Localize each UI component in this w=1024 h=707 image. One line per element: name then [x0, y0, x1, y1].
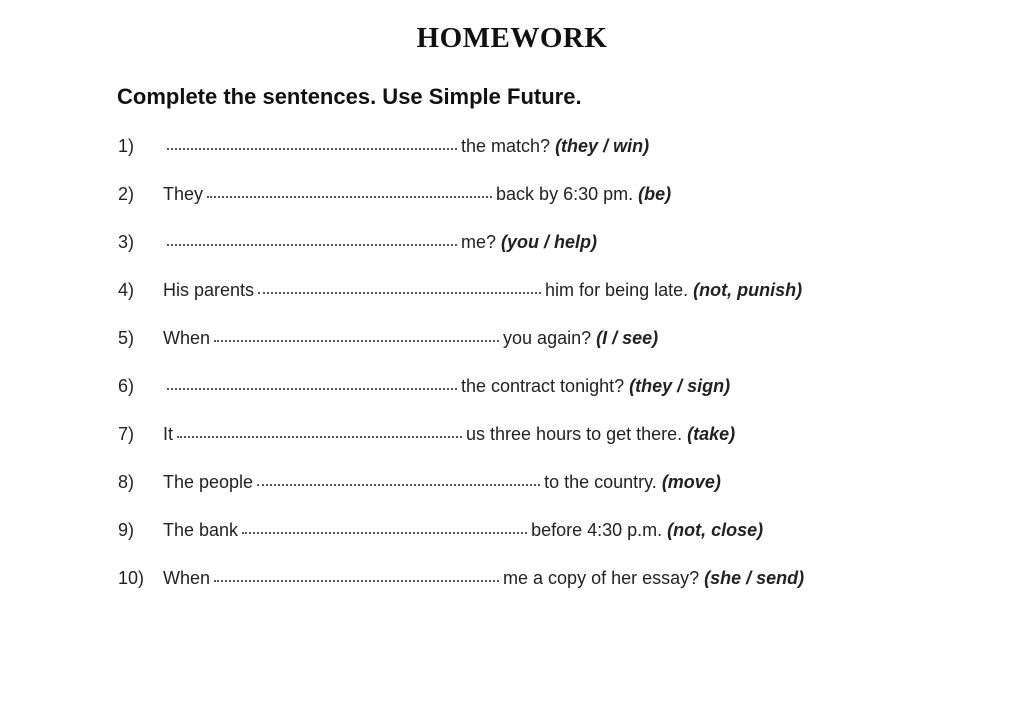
item-number: 5) [118, 328, 135, 348]
exercise-item-10 [118, 562, 918, 610]
answer-blank[interactable] [177, 418, 462, 438]
exercise-item-4 [118, 274, 918, 322]
exercise-item-2 [118, 178, 918, 226]
item-text-after: before 4:30 p.m. [531, 520, 663, 540]
exercise-item-1 [118, 130, 918, 178]
exercise-item-5 [118, 322, 918, 370]
item-number: 9) [118, 520, 135, 540]
item-hint: (they / win) [555, 136, 650, 156]
item-hint: (be) [638, 184, 672, 204]
item-text-before: They [163, 184, 204, 204]
exercise-item-3 [118, 226, 918, 274]
item-text-before: His parents [163, 280, 255, 300]
answer-blank[interactable] [167, 130, 457, 150]
item-hint: (not, punish) [693, 280, 803, 300]
instruction-heading: Complete the sentences. Use Simple Future. [117, 84, 582, 109]
answer-blank[interactable] [258, 274, 541, 294]
item-hint: (I / see) [596, 328, 659, 348]
item-text-after: to the country. [544, 472, 657, 492]
page-title: HOMEWORK [416, 22, 608, 54]
exercise-item-8 [118, 466, 918, 514]
item-hint: (you / help) [501, 232, 598, 252]
item-text-before: When [163, 328, 211, 348]
item-text-after: him for being late. [545, 280, 689, 300]
exercise-item-9 [118, 514, 918, 562]
item-hint: (take) [687, 424, 736, 444]
item-text-after: the match? [461, 136, 551, 156]
item-text-after: me a copy of her essay? [503, 568, 700, 588]
answer-blank[interactable] [214, 562, 499, 582]
answer-blank[interactable] [257, 466, 540, 486]
item-number: 4) [118, 280, 135, 300]
item-number: 3) [118, 232, 135, 252]
item-text-before: The bank [163, 520, 239, 540]
item-hint: (she / send) [704, 568, 805, 588]
item-number: 8) [118, 472, 135, 492]
item-number: 6) [118, 376, 135, 396]
answer-blank[interactable] [242, 514, 527, 534]
item-text-after: you again? [503, 328, 592, 348]
item-text-before: When [163, 568, 211, 588]
item-text-after: the contract tonight? [461, 376, 625, 396]
item-number: 10) [118, 568, 145, 588]
item-text-after: back by 6:30 pm. [496, 184, 634, 204]
item-hint: (not, close) [667, 520, 764, 540]
item-text-before: The people [163, 472, 254, 492]
answer-blank[interactable] [214, 322, 499, 342]
item-text-after: me? [461, 232, 497, 252]
item-number: 1) [118, 136, 135, 156]
answer-blank[interactable] [167, 370, 457, 390]
answer-blank[interactable] [207, 178, 492, 198]
item-hint: (move) [661, 472, 721, 492]
exercise-list [118, 130, 918, 610]
item-text-before: It [163, 424, 174, 444]
item-hint: (they / sign) [629, 376, 731, 396]
answer-blank[interactable] [167, 226, 457, 246]
exercise-item-6 [118, 370, 918, 418]
item-number: 7) [118, 424, 135, 444]
exercise-item-7 [118, 418, 918, 466]
item-number: 2) [118, 184, 135, 204]
item-text-after: us three hours to get there. [466, 424, 683, 444]
